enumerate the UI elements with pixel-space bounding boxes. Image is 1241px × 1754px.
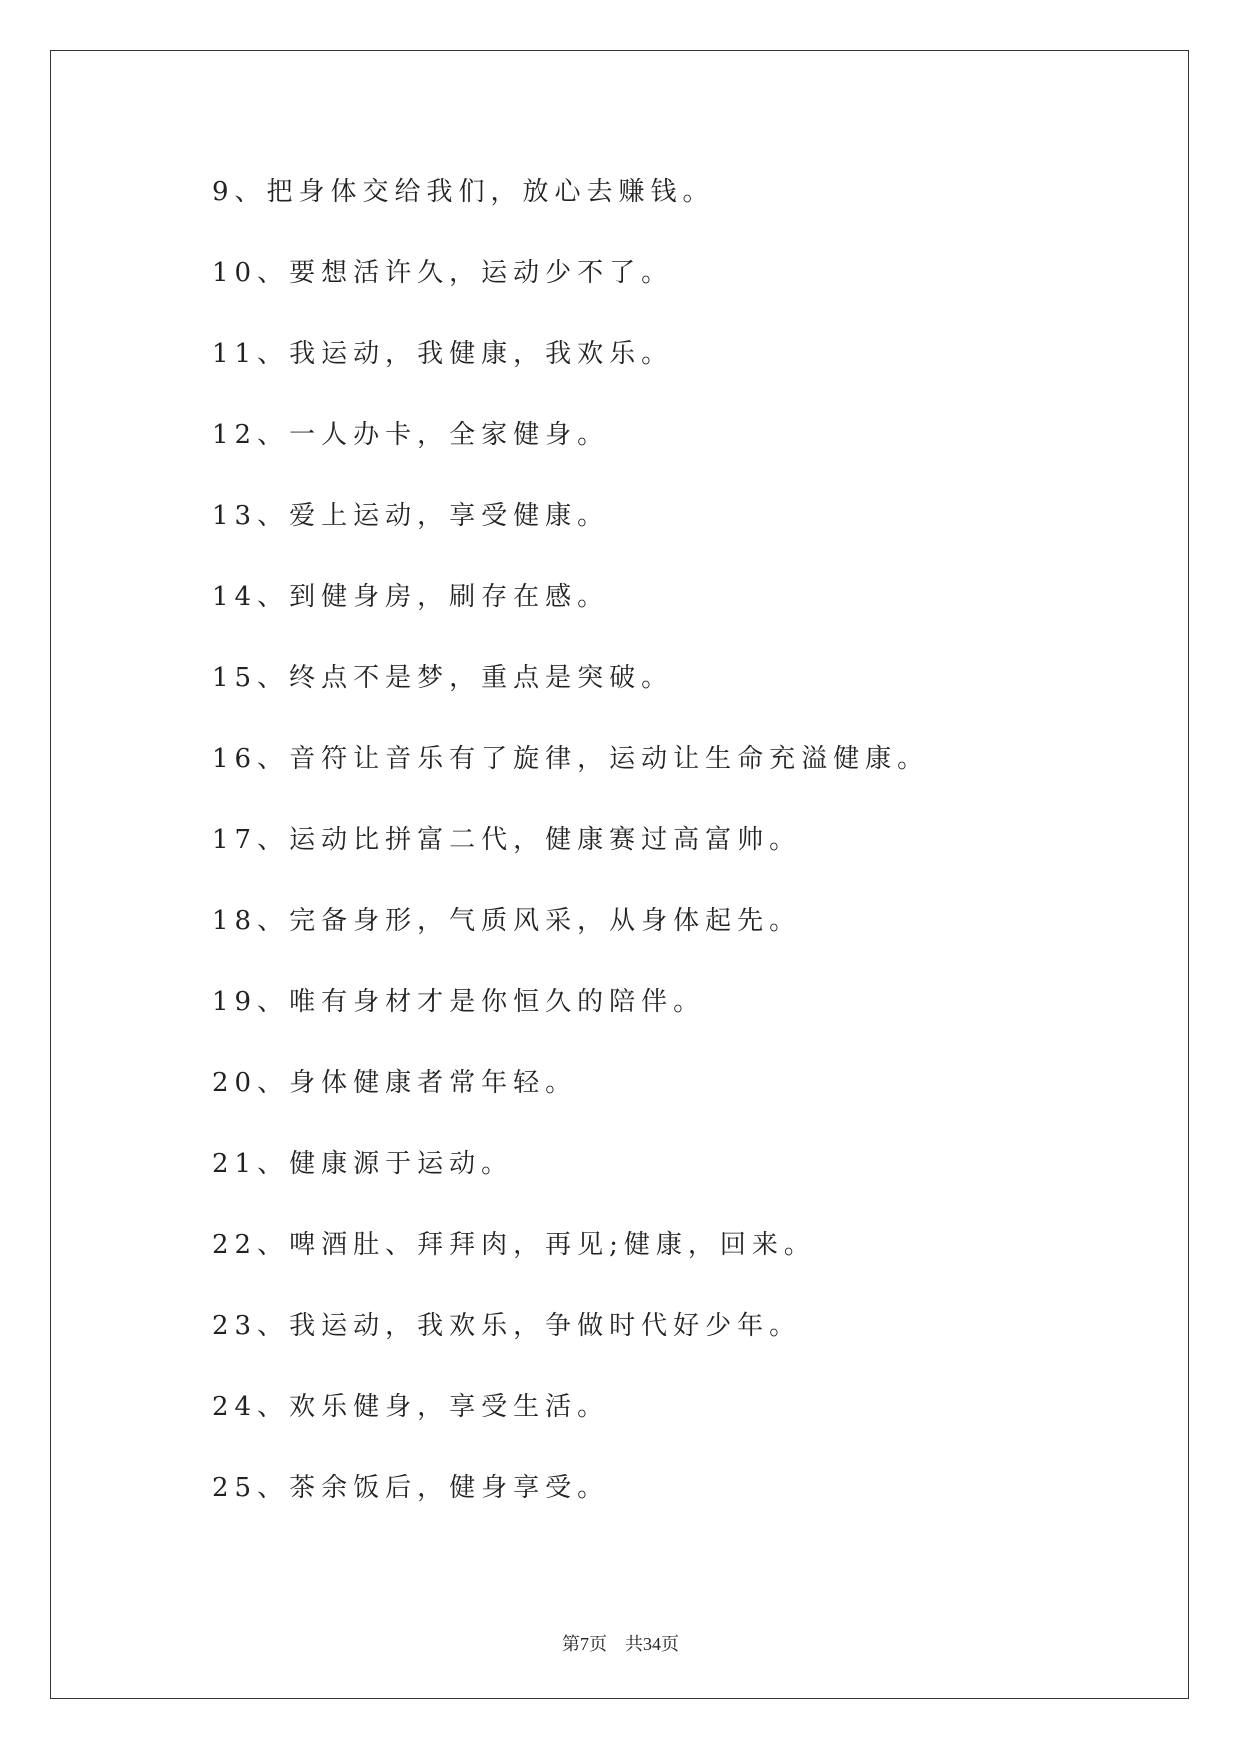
- list-item: 17、运动比拼富二代，健康赛过高富帅。: [212, 825, 802, 855]
- list-item: 23、我运动，我欢乐，争做时代好少年。: [212, 1311, 802, 1341]
- list-item: 21、健康源于运动。: [212, 1149, 514, 1179]
- list-item: 14、到健身房，刷存在感。: [212, 582, 610, 612]
- list-item: 24、欢乐健身，享受生活。: [212, 1392, 610, 1422]
- list-item: 9、把身体交给我们，放心去赚钱。: [212, 177, 715, 207]
- list-item: 16、音符让音乐有了旋律，运动让生命充溢健康。: [212, 744, 930, 774]
- list-item: 10、要想活许久，运动少不了。: [212, 258, 674, 288]
- list-item: 19、唯有身材才是你恒久的陪伴。: [212, 987, 706, 1017]
- list-item: 15、终点不是梦，重点是突破。: [212, 663, 674, 693]
- list-item: 11、我运动，我健康，我欢乐。: [212, 339, 674, 369]
- page-footer: [0, 1630, 1241, 1656]
- list-item: 22、啤酒肚、拜拜肉，再见;健康，回来。: [212, 1230, 816, 1260]
- page-number: 第7页: [562, 1634, 607, 1654]
- list-item: 18、完备身形，气质风采，从身体起先。: [212, 906, 802, 936]
- list-item: 12、一人办卡，全家健身。: [212, 420, 610, 450]
- list-item: 25、茶余饭后，健身享受。: [212, 1473, 610, 1503]
- list-item: 20、身体健康者常年轻。: [212, 1068, 578, 1098]
- page-total: 共34页: [625, 1634, 679, 1654]
- list-item: 13、爱上运动，享受健康。: [212, 501, 610, 531]
- slogan-list: [212, 170, 929, 1547]
